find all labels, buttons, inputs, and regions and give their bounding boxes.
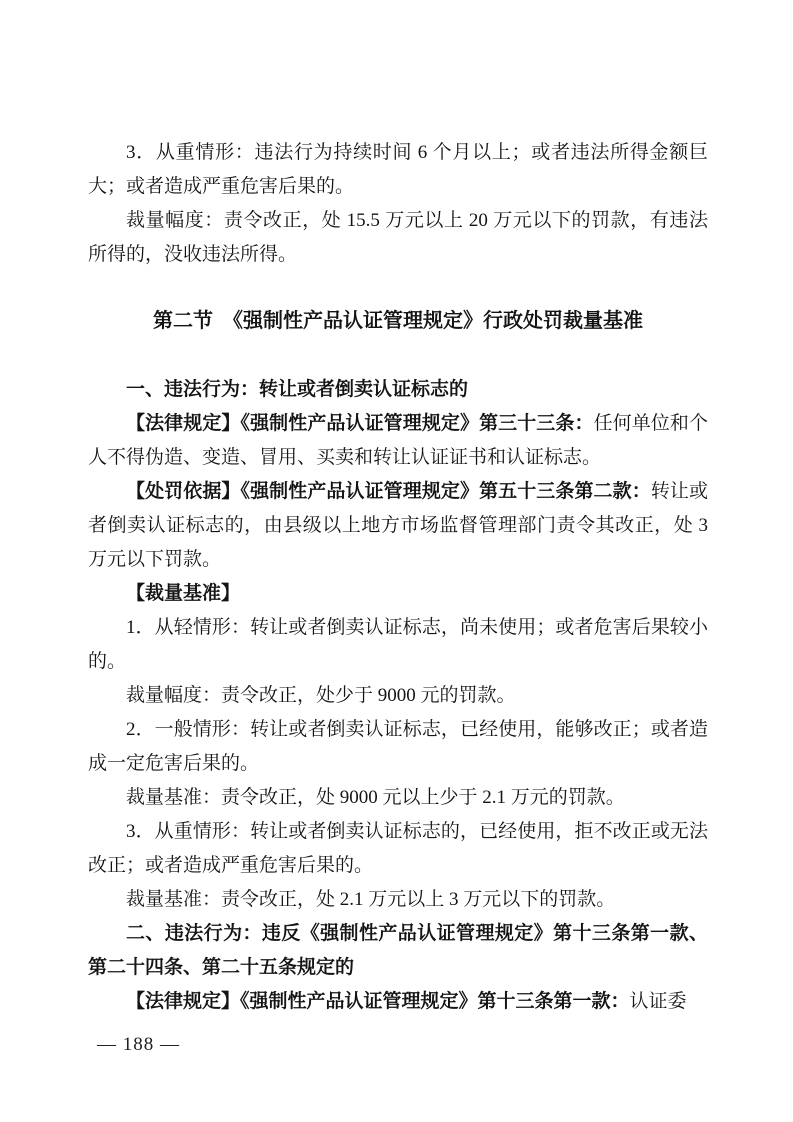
text-run: 裁量幅度：责令改正，处 15.5 万元以上 20 万元以下的罚款，有违法所得的，没收违法所得。 (88, 210, 708, 265)
paragraph (88, 781, 708, 815)
text-run: 裁量基准：责令改正，处 9000 元以上少于 2.1 万元的罚款。 (126, 787, 625, 808)
text-run: 认证委 (629, 991, 687, 1012)
paragraph (88, 407, 708, 475)
bold-text-run: 【法律规定】《强制性产品认证管理规定》第三十三条： (126, 413, 594, 434)
text-run: 裁量幅度：责令改正，处少于 9000 元的罚款。 (126, 685, 516, 706)
paragraph (88, 136, 708, 204)
text-run: 裁量基准：责令改正，处 2.1 万元以上 3 万元以下的罚款。 (126, 889, 616, 910)
paragraph (88, 713, 708, 781)
text-run: 1．从轻情形：转让或者倒卖认证标志，尚未使用；或者危害后果较小的。 (88, 617, 708, 672)
document-body (88, 136, 708, 1019)
section-heading (88, 304, 708, 338)
text-run: 2．一般情形：转让或者倒卖认证标志，已经使用，能够改正；或者造成一定危害后果的。 (88, 719, 708, 774)
paragraph (88, 611, 708, 679)
page-number: — 188 — (97, 1034, 180, 1055)
paragraph (88, 815, 708, 883)
paragraph (88, 204, 708, 272)
bold-text-run: 一、违法行为：转让或者倒卖认证标志的 (126, 379, 469, 400)
paragraph (88, 577, 708, 611)
item-heading (88, 373, 708, 407)
text-run: 任何单位和个人不得伪造、变造、冒用、买卖和转让认证证书和认证标志。 (88, 413, 708, 468)
bold-text-run: 【法律规定】《强制性产品认证管理规定》第十三条第一款： (126, 991, 630, 1012)
page-footer (97, 1028, 180, 1062)
bold-text-run: 【处罚依据】《强制性产品认证管理规定》第五十三条第二款： (126, 481, 651, 502)
text-run: 3．从重情形：转让或者倒卖认证标志的，已经使用，拒不改正或无法改正；或者造成严重危害后果的。 (88, 821, 708, 876)
text-run: 转让或者倒卖认证标志的，由县级以上地方市场监督管理部门责令其改正，处 3 万元以下罚款。 (88, 481, 708, 570)
paragraph (88, 985, 708, 1019)
bold-text-run: 第二节 《强制性产品认证管理规定》行政处罚裁量基准 (153, 310, 643, 332)
bold-text-run: 二、违法行为：违反《强制性产品认证管理规定》第十三条第一款、第二十四条、第二十五条规定的 (88, 923, 708, 978)
text-run: 3．从重情形：违法行为持续时间 6 个月以上；或者违法所得金额巨大；或者造成严重危害后果的。 (88, 142, 708, 197)
paragraph (88, 883, 708, 917)
item-heading (88, 917, 708, 985)
paragraph (88, 475, 708, 577)
bold-text-run: 【裁量基准】 (126, 583, 241, 604)
paragraph (88, 679, 708, 713)
